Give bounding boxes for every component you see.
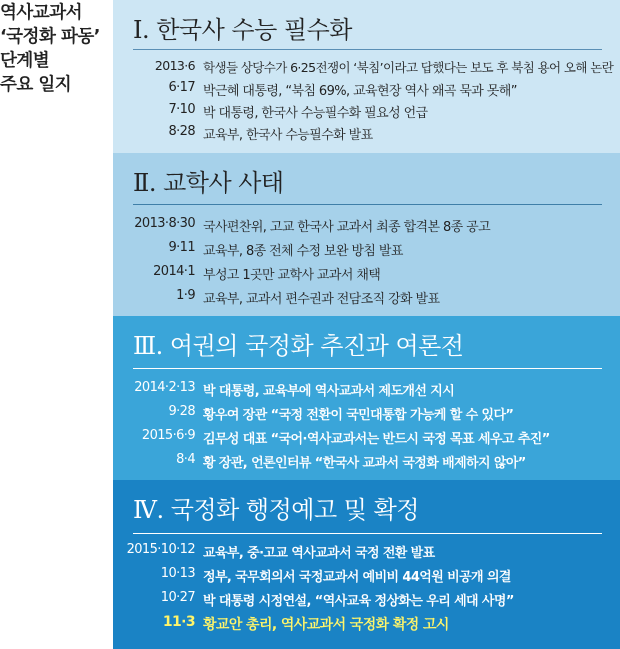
event-text: 학생들 상당수가 6·25전쟁이 ‘북침’이라고 답했다는 보도 후 북침 용어 오해 논란 [203,60,614,75]
stage-1-divider [133,49,602,50]
event-row [113,428,620,450]
event-date: 2015·10·12 [126,542,195,557]
event-row [113,404,620,426]
event-text: 부성고 1곳만 교학사 교과서 채택 [203,268,381,283]
stage-3-heading: Ⅲ. 여권의 국정화 추진과 여론전 [133,332,464,360]
event-row [113,102,620,124]
event-text: 김무성 대표 “국어·역사교과서는 반드시 국정 목표 세우고 추진” [203,432,550,447]
event-text: 교육부, 한국사 수능필수화 발표 [203,128,373,143]
event-date: 2013·8·30 [134,216,195,231]
event-date: 8·28 [168,124,195,139]
timeline-title [0,0,112,97]
event-date: 9·28 [168,404,195,419]
stage-2-divider [133,204,602,205]
event-text: 정부, 국무회의서 국정교과서 예비비 44억원 비공개 의결 [203,570,511,585]
event-text: 황우여 장관 “국정 전환이 국민대통합 가능케 할 수 있다” [203,408,514,423]
event-text: 박근혜 대통령, “북침 69%, 교육현장 역사 왜곡 묵과 못해” [203,84,517,99]
event-date: 2015·6·9 [141,428,195,443]
event-date: 2013·6 [154,58,195,73]
event-text: 황교안 총리, 역사교과서 국정화 확정 고시 [203,617,449,633]
stage-2-panel [113,153,620,316]
event-text: 교육부, 중·고교 역사교과서 국정 전환 발표 [203,546,435,561]
event-row [113,216,620,238]
stage-1-heading: Ⅰ. 한국사 수능 필수화 [133,16,352,44]
timeline-title-line: 역사교과서 [0,3,83,23]
stage-4-heading: Ⅳ. 국정화 행정예고 및 확정 [133,496,419,524]
event-text: 황 장관, 언론인터뷰 “한국사 교과서 국정화 배제하지 않아” [203,456,526,471]
event-row [113,264,620,286]
event-text: 박 대통령, 한국사 수능필수화 필요성 언급 [203,106,428,121]
stage-3-panel [113,316,620,480]
event-text: 박 대통령, 교육부에 역사교과서 제도개선 지시 [203,384,455,399]
event-date: 1·9 [176,288,195,303]
event-text: 국사편찬위, 고교 한국사 교과서 최종 합격본 8종 공고 [203,220,491,235]
timeline-title-line: 단계별 [0,51,50,71]
event-date: 2014·2·13 [134,380,195,395]
event-row [113,380,620,402]
stage-1-panel [113,0,620,153]
event-row [113,452,620,474]
event-text: 교육부, 교과서 편수권과 전담조직 강화 발표 [203,292,440,307]
timeline-title-line: 주요 일지 [0,75,72,95]
event-row [113,240,620,262]
event-date: 6·17 [168,80,195,95]
event-date: 11·3 [162,614,195,630]
event-date: 10·13 [160,566,195,581]
event-row [113,58,620,80]
event-row [113,124,620,146]
event-date: 7·10 [168,102,195,117]
event-date: 10·27 [160,590,195,605]
stage-2-heading: Ⅱ. 교학사 사태 [133,169,284,197]
event-row [113,288,620,310]
event-date: 9·11 [168,240,195,255]
event-row [113,542,620,564]
stage-4-panel [113,480,620,649]
timeline-title-line: ‘국정화 파동’ [0,27,100,47]
stage-4-divider [133,533,602,534]
event-row [113,566,620,588]
event-row [113,590,620,612]
event-date: 8·4 [176,452,195,467]
event-text: 교육부, 8종 전체 수정 보완 방침 발표 [203,244,403,259]
stage-3-divider [133,368,602,369]
event-row-highlighted [113,614,620,636]
event-row [113,80,620,102]
event-date: 2014·1 [153,264,195,279]
event-text: 박 대통령 시정연설, “역사교육 정상화는 우리 세대 사명” [203,594,514,609]
